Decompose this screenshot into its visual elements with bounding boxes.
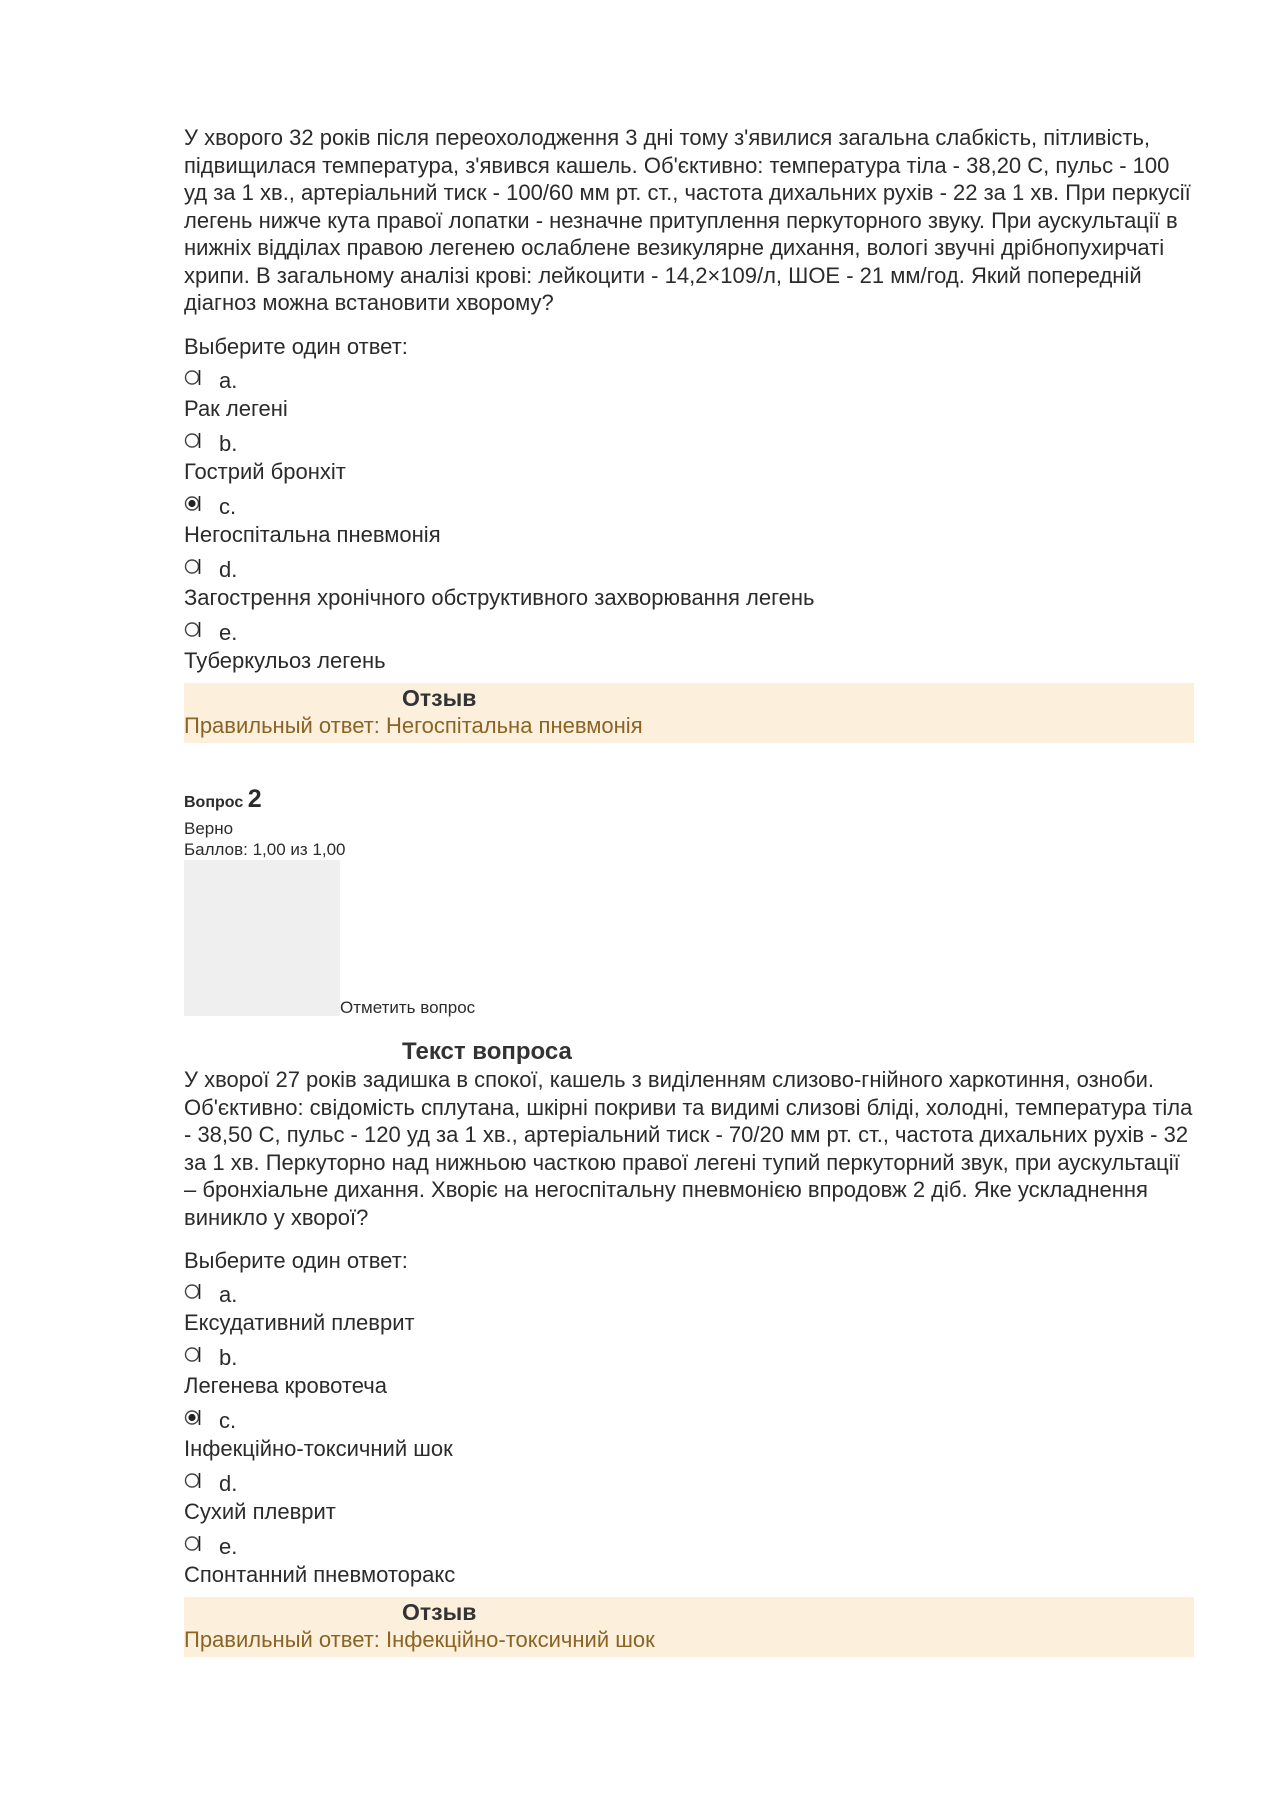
option-letter: e. <box>219 1534 238 1559</box>
question-status: Верно <box>184 819 234 838</box>
option-row[interactable] <box>184 1526 1194 1561</box>
question-1-prompt: Выберите один ответ: <box>184 333 408 359</box>
option-letter: a. <box>219 1282 238 1307</box>
option-label[interactable]: Туберкульоз легень <box>184 647 386 673</box>
option-row[interactable] <box>184 1274 1194 1309</box>
question-number <box>184 785 1194 814</box>
option-letter: d. <box>219 1471 238 1496</box>
option-label[interactable]: Ексудативний плеврит <box>184 1310 415 1335</box>
question-2-info <box>184 785 1194 1016</box>
option-label[interactable]: Рак легені <box>184 395 288 421</box>
correct-answer-text: Правильный ответ: Інфекційно-токсичний шок <box>184 1627 655 1652</box>
feedback-title: Отзыв <box>402 684 477 711</box>
radio-icon[interactable] <box>184 555 201 572</box>
flag-question[interactable] <box>184 860 1194 1016</box>
option-label[interactable]: Гострий бронхіт <box>184 458 346 484</box>
option-label[interactable]: Негоспітальна пневмонія <box>184 521 441 547</box>
feedback-title: Отзыв <box>402 1599 477 1625</box>
option-label[interactable]: Сухий плеврит <box>184 1499 336 1524</box>
option-letter: a. <box>219 367 238 393</box>
question-2-feedback <box>184 1597 1194 1657</box>
question-1 <box>184 124 1194 743</box>
question-text-heading: Текст вопроса <box>402 1038 572 1065</box>
option-row[interactable] <box>184 1337 1194 1372</box>
option-row[interactable] <box>184 1400 1194 1435</box>
option-row[interactable] <box>184 612 1194 647</box>
option-letter: c. <box>219 493 237 519</box>
question-2-options <box>184 1274 1194 1589</box>
option-letter: c. <box>219 1408 237 1433</box>
radio-icon[interactable] <box>184 366 201 383</box>
question-2-text: У хворої 27 років задишка в спокої, кашель з виділенням слизово-гнійного харкотиння, озноби. Об'єктивно: свідомість сплутана, шкірні покриви та видимі слизові бліді, холодні, температура тіла - 38,50 С, пульс - 120 уд за 1 хв., артеріальний тиск - 70/20 мм рт. ст., частота дихальних рухів - 32 за 1 хв. Перкуторно над нижньою часткою правої легені тупий перкуторний звук, при аускультації – бронхіальне дихання. Хворіє на негоспітальну пневмонією впродовж 2 діб. Яке ускладнення виникло у хворої? <box>184 1067 1193 1230</box>
radio-icon[interactable] <box>184 1280 201 1297</box>
question-2-prompt: Выберите один ответ: <box>184 1248 408 1273</box>
flag-question-label[interactable]: Отметить вопрос <box>340 998 476 1017</box>
option-row[interactable] <box>184 1463 1194 1498</box>
question-1-options <box>184 360 1194 675</box>
question-1-feedback <box>184 683 1194 743</box>
option-row[interactable] <box>184 486 1194 521</box>
option-letter: d. <box>219 556 238 582</box>
option-label[interactable]: Спонтанний пневмоторакс <box>184 1562 456 1587</box>
radio-icon[interactable] <box>184 1532 201 1549</box>
question-label: Вопрос <box>184 794 244 811</box>
correct-answer-text: Правильный ответ: Негоспітальна пневмонія <box>184 712 643 738</box>
question-1-text: У хворого 32 років після переохолодження 3 дні тому з'явилися загальна слабкість, пітливість, підвищилася температура, з'явився кашель. Об'єктивно: температура тіла - 38,20 С, пульс - 100 уд за 1 хв., артеріальний тиск - 100/60 мм рт. ст., частота дихальних рухів - 22 за 1 хв. При перкусії легень нижче кута правої лопатки - незначне притуплення перкуторного звуку. При аускультації в нижніх відділах правою легенею ослаблене везикулярне дихання, вологі звучні дрібнопухирчаті хрипи. В загальному аналізі крові: лейкоцити - 14,2×109/л, ШОЕ - 21 мм/год. Який попередній діагноз можна встановити хворому? <box>184 125 1191 315</box>
option-letter: e. <box>219 619 238 645</box>
radio-icon[interactable] <box>184 618 201 635</box>
radio-selected-icon[interactable] <box>184 1406 201 1423</box>
flag-icon[interactable] <box>184 860 340 1016</box>
question-number-value: 2 <box>247 785 262 813</box>
option-row[interactable] <box>184 549 1194 584</box>
option-label[interactable]: Загострення хронічного обструктивного захворювання легень <box>184 584 815 610</box>
option-row[interactable] <box>184 423 1194 458</box>
option-letter: b. <box>219 430 238 456</box>
option-label[interactable]: Інфекційно-токсичний шок <box>184 1436 453 1461</box>
question-score: Баллов: 1,00 из 1,00 <box>184 840 346 859</box>
question-2 <box>184 1038 1194 1657</box>
radio-icon[interactable] <box>184 429 201 446</box>
option-row[interactable] <box>184 360 1194 395</box>
radio-icon[interactable] <box>184 1343 201 1360</box>
option-label[interactable]: Легенева кровотеча <box>184 1373 387 1398</box>
radio-icon[interactable] <box>184 1469 201 1486</box>
radio-selected-icon[interactable] <box>184 492 201 509</box>
option-letter: b. <box>219 1345 238 1370</box>
